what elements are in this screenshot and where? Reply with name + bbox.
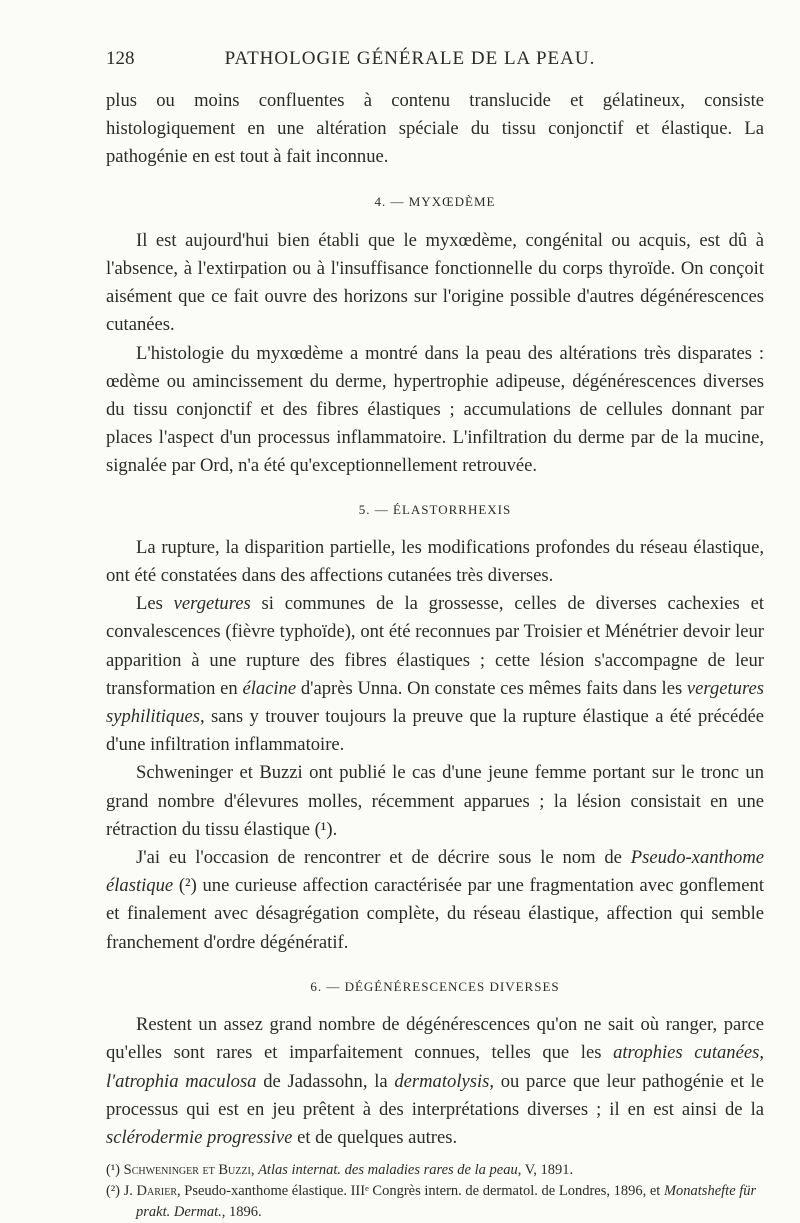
italic-term: sclérodermie progressive [106,1126,293,1148]
text-run: de Jadassohn, la [256,1070,395,1092]
italic-term: l'atrophia maculosa [106,1070,257,1092]
text-run: (²) une curieuse affection caractérisée par une fragmentation avec gonflement et finalement avec désagrégation complète, du réseau élastique, affection qui semble franchement d'ordre dégénératif. [106,875,764,953]
italic-term: vergetures [173,593,251,615]
paragraph: Il est aujourd'hui bien établi que le myxœdème, congénital ou acquis, est dû à l'absence, à l'extirpation ou à l'insuffisance fonctionnelle du corps thyroïde. On conçoit aisément que ce fait ouvre des horizons sur l'origine possible d'autres dégénérescences cutanées. [106,229,764,336]
text-run: , Pseudo-xanthome élastique. IIIᵉ Congrès intern. de dermatol. de Londres, 1896, et [177,1183,664,1200]
page-header [106,48,714,72]
footnote-marker: (¹) [106,1162,124,1179]
text-run: , V, 1891. [517,1162,574,1179]
page-number: 128 [106,48,135,69]
footnote-title: Atlas internat. des maladies rares de la peau [258,1162,518,1179]
text-run: Les [136,593,174,615]
italic-term: vergetures syphilitiques [106,677,765,728]
section-heading-degenerescences: 6. — DÉGÉNÉRESCENCES DIVERSES [310,978,560,994]
paragraph [106,1011,764,1152]
paragraph: La rupture, la disparition partielle, les modifications profondes du réseau élastique, ont été constatées dans des affections cutanées très diverses. [106,536,764,587]
footnote-author: J. Darier [123,1183,178,1200]
text-run: Restent un assez grand nombre de dégénérescences qu'on ne sait où ranger, parce qu'elles sont rares et imparfaitement connues, telles que les [106,1014,764,1064]
text-run: , [759,1042,764,1064]
body-text [106,87,764,1223]
text-run: J'ai eu l'occasion de rencontrer et de décrire sous le nom de [136,847,631,869]
footnote-1 [106,1160,764,1181]
text-run: d'après Unna. On constate ces mêmes faits dans les [296,677,687,699]
text-run: , 1896. [221,1204,262,1221]
italic-term: dermatolysis [394,1070,490,1092]
paragraph [106,844,764,957]
footnote-2 [106,1181,764,1223]
italic-term: atrophies cutanées [613,1042,760,1064]
footnotes [106,1160,764,1223]
italic-term: Pseudo-xanthome élastique [106,847,764,897]
paragraph [106,590,764,759]
paragraph: Schweninger et Buzzi ont publié le cas d'une jeune femme portant sur le tronc un grand nombre d'élevures molles, récemment apparues ; la lésion consistait en une rétraction du tissu élastique (¹). [106,762,764,840]
text-run: , [250,1162,259,1179]
footnote-title: Monatshefte für prakt. Dermat. [136,1183,757,1221]
text-run: , ou parce que leur pathogénie et le processus qui est en jeu prêtent à des interprétations diverses ; il en est ainsi de la [106,1070,764,1120]
paragraph: plus ou moins confluentes à contenu translucide et gélatineux, consiste histologiquement en une altération spéciale du tissu conjonctif et élastique. La pathogénie en est tout à fait inconnue. [106,90,764,168]
footnote-author: Schweninger et Buzzi [123,1162,251,1179]
paragraph: L'histologie du myxœdème a montré dans la peau des altérations très disparates : œdème ou amincissement du derme, hypertrophie adipeuse, dégénérescences diverses du tissu conjonctif et des fibres élastiques ; accumulations de cellules donnant par places l'aspect d'un processus inflammatoire. L'infiltration du derme par de la mucine, signalée par Ord, n'a été qu'exceptionnellement retrouvée. [106,342,764,477]
text-run: et de quelques autres. [292,1126,458,1148]
text-run: si communes de la grossesse, celles de diverses cachexies et convalescences (fièvre typhoïde), ont été reconnues par Troisier et Ménétrier devoir leur apparition à une rupture des fibres élastiques ; cette lésion s'accompagne de leur transformation en [106,593,765,699]
running-head: PATHOLOGIE GÉNÉRALE DE LA PEAU. [224,48,596,69]
italic-term: élacine [242,677,297,699]
section-heading-myxoedeme: 4. — MYXŒDÈME [374,193,496,209]
section-heading-elastorrhexis: 5. — ÉLASTORRHEXIS [358,501,512,517]
footnote-marker: (²) [106,1183,124,1200]
text-run: , sans y trouver toujours la preuve que la rupture élastique a été précédée d'une infiltration inflammatoire. [106,706,764,756]
